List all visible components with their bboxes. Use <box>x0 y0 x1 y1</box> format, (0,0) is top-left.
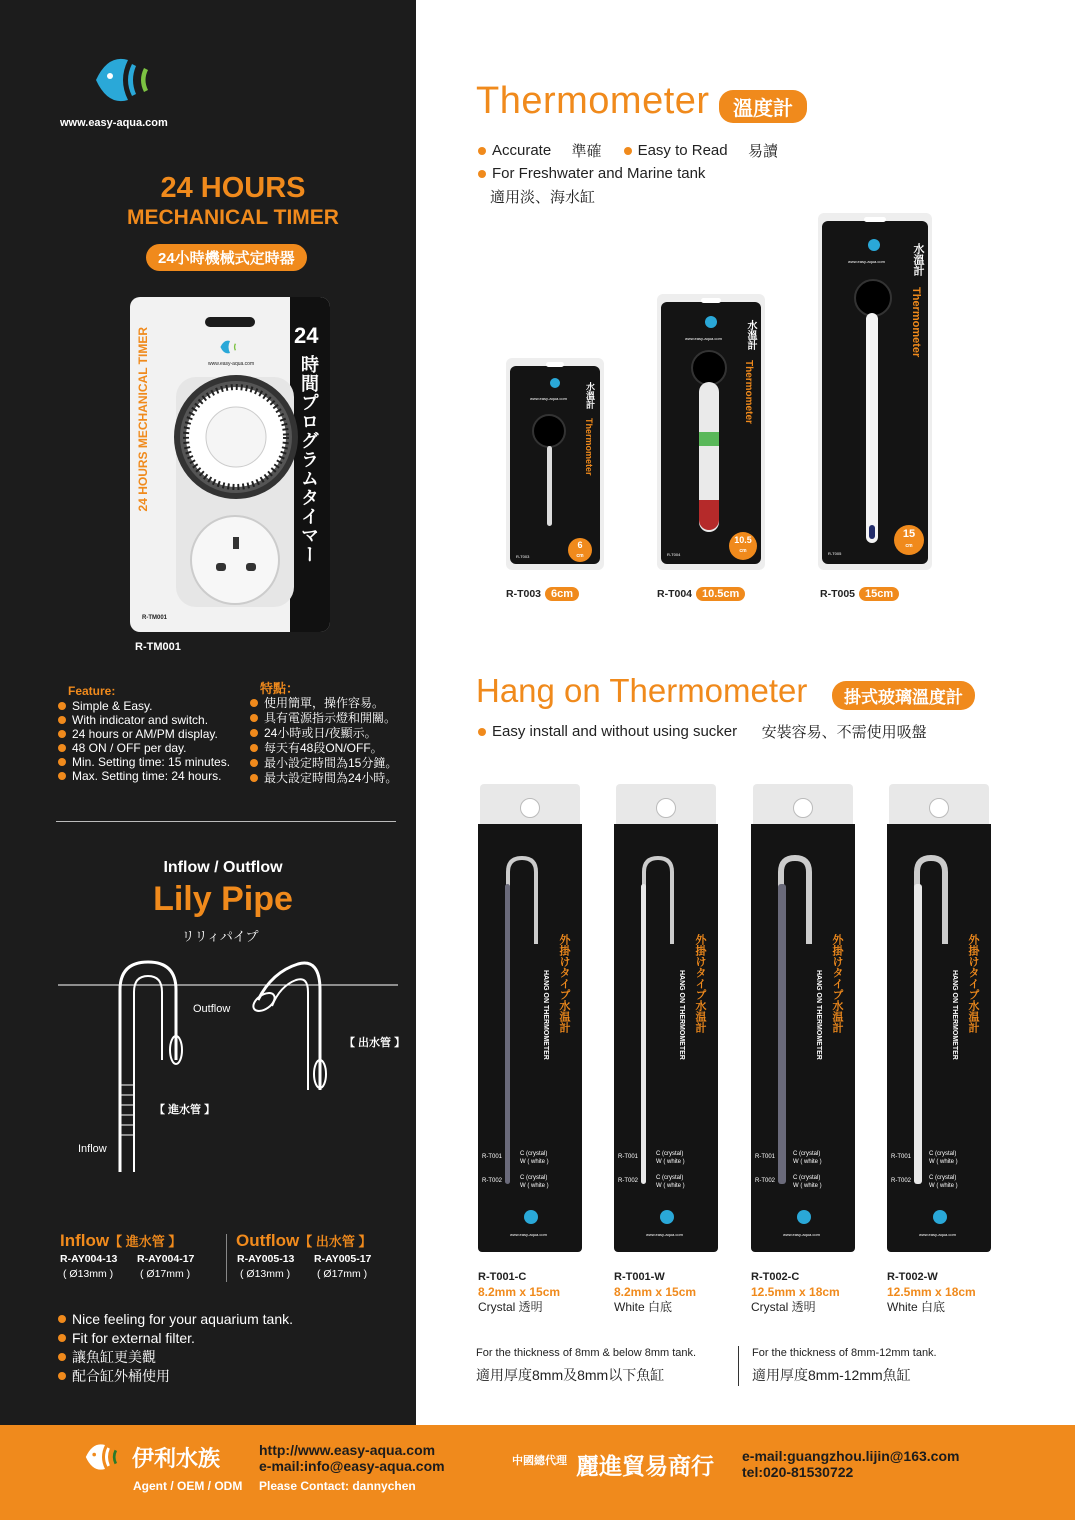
inflow-label: Inflow <box>78 1143 107 1155</box>
inflow-model-2: R-AY004-17 <box>137 1253 195 1265</box>
lily-title: Lily Pipe <box>153 880 293 918</box>
hang-title-cn: 掛式玻璃溫度計 <box>832 681 975 710</box>
inflow-cn-label: 【 進水管 】 <box>154 1104 216 1116</box>
package-url: www.easy-aqua.com <box>208 361 255 367</box>
note1-cn: 適用厚度8mm及8mm以下魚缸 <box>476 1367 665 1383</box>
hang-color: Crystal 透明 <box>751 1300 816 1314</box>
card-vertical-en: HANG ON THERMOMETER <box>678 970 685 1060</box>
card-vertical-en: HANG ON THERMOMETER <box>542 970 549 1060</box>
hang-size: 12.5mm x 18cm <box>887 1285 976 1299</box>
website-text: www.easy-aqua.com <box>60 117 168 129</box>
hang-model: R-T002-W <box>887 1271 938 1283</box>
footer-contact: Please Contact: dannychen <box>259 1479 416 1493</box>
feature-item: 24 hours or AM/PM display. <box>58 727 230 741</box>
card-options-2: C (crystal) W ( white ) <box>793 1175 822 1189</box>
footer-brand-cn: 伊利水族 <box>132 1446 221 1471</box>
feature-item: Simple & Easy. <box>58 699 230 713</box>
hang-hole <box>929 798 949 818</box>
note-divider <box>738 1346 739 1386</box>
hang-model: R-T002-C <box>751 1271 800 1283</box>
card-row1: R-T001 <box>618 1154 639 1160</box>
hang-hole <box>546 362 564 367</box>
card-options-1: C (crystal) W ( white ) <box>929 1151 958 1165</box>
thermometer-tube <box>914 884 922 1184</box>
label-t004: R-T004 10.5cm <box>657 587 745 601</box>
card-logo-icon <box>868 239 880 251</box>
card-row1: R-T001 <box>755 1154 776 1160</box>
sucker-icon <box>532 414 566 448</box>
card-vertical-jp: 外掛けタイプ水温計 <box>967 934 979 1033</box>
hang-size: 8.2mm x 15cm <box>478 1285 561 1299</box>
feature-item: With indicator and switch. <box>58 713 230 727</box>
lily-bullet: Nice feeling for your aquarium tank. <box>58 1309 293 1328</box>
outflow-size-1: ( Ø13mm ) <box>240 1268 291 1280</box>
thermometer-bullets-row1 <box>478 140 778 161</box>
hang-card <box>751 784 855 1252</box>
card-vertical-en: HANG ON THERMOMETER <box>951 970 958 1060</box>
inflow-size-1: ( Ø13mm ) <box>63 1268 114 1280</box>
card-options-2: C (crystal) W ( white ) <box>929 1175 958 1189</box>
features-cn <box>250 695 397 785</box>
feature-item: Min. Setting time: 15 minutes. <box>58 755 230 769</box>
package-logo-icon <box>218 337 242 357</box>
footer-agent-name: 麗進貿易商行 <box>576 1453 714 1479</box>
sucker-icon <box>854 279 892 317</box>
inflow-model-1: R-AY004-13 <box>60 1253 118 1265</box>
card-vertical-en: Thermometer <box>743 360 754 424</box>
footer-tagline: Agent / OEM / ODM <box>133 1479 243 1493</box>
socket-pin <box>246 563 256 571</box>
bullet-easy-read: Easy to Read 易讀 <box>624 140 778 161</box>
thermometer-title: Thermometer <box>476 80 710 122</box>
package-model-small: R-TM001 <box>142 615 168 621</box>
card-row1: R-T001 <box>482 1154 503 1160</box>
card-options-1: C (crystal) W ( white ) <box>793 1151 822 1165</box>
feature-label-cn: 特點： <box>260 681 300 696</box>
card-url: www.easy-aqua.com <box>530 396 567 401</box>
lily-title-jp: リリィパイプ <box>181 929 259 944</box>
hang-card <box>614 784 718 1252</box>
card-vertical-jp: 外掛けタイプ水温計 <box>694 934 706 1033</box>
outflow-label: Outflow <box>193 1003 231 1015</box>
note2-en: For the thickness of 8mm-12mm tank. <box>752 1347 937 1359</box>
hang-size: 8.2mm x 15cm <box>614 1285 697 1299</box>
card-vertical-jp: 外掛けタイプ水温計 <box>831 934 843 1033</box>
hang-hole <box>205 317 255 327</box>
feature-item: 48 ON / OFF per day. <box>58 741 230 755</box>
footer-logo-icon <box>80 1439 130 1475</box>
bullet-freshwater: For Freshwater and Marine tank <box>478 165 705 182</box>
card-options-1: C (crystal) W ( white ) <box>656 1151 685 1165</box>
lily-pipe-diagram <box>58 950 398 1175</box>
card-logo-icon <box>705 316 717 328</box>
hang-card <box>887 784 991 1252</box>
label-t003: R-T003 6cm <box>506 587 579 601</box>
timer-dial <box>174 375 298 499</box>
lily-bullet: Fit for external filter. <box>58 1328 293 1347</box>
outflow-heading: Outflow【 出水管 】 <box>236 1231 372 1250</box>
footer-agent-email[interactable]: e-mail:guangzhou.lijin@163.com <box>742 1448 960 1464</box>
card-vertical-cn: 水溫計 <box>745 320 756 350</box>
card-vertical-cn: 水溫計 <box>585 382 595 409</box>
lily-subtitle: Inflow / Outflow <box>163 859 283 876</box>
card-options-2: C (crystal) W ( white ) <box>520 1175 549 1189</box>
hang-product-label <box>614 1270 696 1315</box>
card-url: www.easy-aqua.com <box>646 1232 683 1237</box>
card-logo-icon <box>524 1210 538 1224</box>
card-url: www.easy-aqua.com <box>510 1232 547 1237</box>
green-zone <box>699 432 719 446</box>
feature-item-cn: 每天有48段ON/OFF。 <box>250 740 397 755</box>
hang-color: White 白底 <box>614 1300 673 1314</box>
package-en-vertical: 24 HOURS MECHANICAL TIMER <box>136 327 150 512</box>
card-vertical-en: Thermometer <box>910 287 922 358</box>
lily-bullet: 配合缸外桶使用 <box>58 1366 293 1385</box>
hang-product-label <box>478 1270 560 1315</box>
hang-bullet: Easy install and without using sucker 安裝容易、不需使用吸盤 <box>478 721 927 742</box>
divider <box>56 821 396 822</box>
outflow-cn-label: 【 出水管 】 <box>344 1037 406 1049</box>
thermometer-card-t005 <box>818 213 932 570</box>
outflow-size-2: ( Ø17mm ) <box>317 1268 368 1280</box>
label-t005: R-T005 15cm <box>820 587 899 601</box>
card-row2: R-T002 <box>891 1178 912 1184</box>
timer-model: R-TM001 <box>135 641 181 653</box>
card-url: www.easy-aqua.com <box>919 1232 956 1237</box>
card-model: R-T004 <box>667 552 681 557</box>
card-url: www.easy-aqua.com <box>783 1232 820 1237</box>
card-row2: R-T002 <box>618 1178 639 1184</box>
package-number: 24 <box>294 323 319 348</box>
card-row2: R-T002 <box>482 1178 503 1184</box>
timer-package <box>130 297 330 632</box>
thermometer-title-cn-pill <box>719 90 807 123</box>
bullet-accurate: Accurate 準確 <box>478 140 602 161</box>
red-bulb <box>699 500 719 530</box>
timer-title-cn-pill <box>146 244 307 271</box>
hang-color: Crystal 透明 <box>478 1300 543 1314</box>
hang-color: White 白底 <box>887 1300 946 1314</box>
thermometer-title-cn: 溫度計 <box>719 90 807 123</box>
card-vertical-en: HANG ON THERMOMETER <box>815 970 822 1060</box>
card-vertical-en: Thermometer <box>584 418 594 476</box>
outflow-model-1: R-AY005-13 <box>237 1253 295 1265</box>
footer-agent-label: 中國總代理 <box>512 1455 567 1467</box>
card-vertical-jp: 外掛けタイプ水温計 <box>558 934 570 1033</box>
card-options-1: C (crystal) W ( white ) <box>520 1151 549 1165</box>
thermometer-tube <box>547 446 552 526</box>
outflow-model-2: R-AY005-17 <box>314 1253 372 1265</box>
feature-item-cn: 24小時或日/夜顯示。 <box>250 725 397 740</box>
hang-title: Hang on Thermometer <box>476 672 808 709</box>
lily-divider <box>226 1234 227 1282</box>
bulb <box>869 525 875 539</box>
hang-product-label <box>887 1270 976 1315</box>
lily-bullets <box>58 1309 293 1385</box>
size-badge: 6 cm <box>568 538 592 562</box>
inflow-size-2: ( Ø17mm ) <box>140 1268 191 1280</box>
package-jp-vertical: 時間プログラムタイマー <box>299 355 319 564</box>
thermometer-card-t004 <box>657 294 765 570</box>
note1-en: For the thickness of 8mm & below 8mm tank. <box>476 1347 697 1359</box>
feature-item-cn: 最大設定時間為24小時。 <box>250 770 397 785</box>
hang-hole <box>520 798 540 818</box>
card-logo-icon <box>550 378 560 388</box>
bullet-freshwater-cn: 適用淡、海水缸 <box>490 189 596 206</box>
hang-hole <box>864 217 886 222</box>
footer-agent-tel: tel:020-81530722 <box>742 1464 854 1480</box>
card-logo-icon <box>933 1210 947 1224</box>
card-model: R-T005 <box>828 551 842 556</box>
socket-pin <box>216 563 226 571</box>
fish-logo-icon <box>88 50 168 110</box>
hang-model: R-T001-W <box>614 1271 665 1283</box>
thermometer-tube <box>699 382 719 532</box>
card-vertical-cn: 水溫計 <box>912 243 924 276</box>
timer-title-cn: 24小時機械式定時器 <box>146 244 307 271</box>
hang-title-cn-pill <box>832 681 975 710</box>
card-options-2: C (crystal) W ( white ) <box>656 1175 685 1189</box>
feature-item: Max. Setting time: 24 hours. <box>58 769 230 783</box>
hang-hole <box>701 298 721 303</box>
feature-item-cn: 最小設定時間為15分鐘。 <box>250 755 397 770</box>
note2-cn: 適用厚度8mm-12mm魚缸 <box>752 1367 911 1383</box>
thermometer-tube <box>866 313 878 543</box>
size-badge: 10.5 cm <box>729 532 757 560</box>
card-logo-icon <box>797 1210 811 1224</box>
lily-bullet: 讓魚缸更美觀 <box>58 1347 293 1366</box>
card-logo-icon <box>660 1210 674 1224</box>
card-row2: R-T002 <box>755 1178 776 1184</box>
footer-email[interactable]: e-mail:info@easy-aqua.com <box>259 1458 445 1474</box>
hang-card <box>478 784 582 1252</box>
hang-product-label <box>751 1270 840 1315</box>
inflow-heading: Inflow【 進水管 】 <box>60 1231 182 1250</box>
socket <box>190 515 280 605</box>
card-url: www.easy-aqua.com <box>848 259 885 264</box>
thermometer-tube <box>641 884 646 1184</box>
sucker-icon <box>691 350 727 386</box>
timer-title-1: 24 HOURS <box>160 172 306 204</box>
thermometer-card-t003 <box>506 358 604 570</box>
feature-item-cn: 使用簡單，操作容易。 <box>250 695 397 710</box>
hang-size: 12.5mm x 18cm <box>751 1285 840 1299</box>
features-en <box>58 699 230 783</box>
thermometer-tube <box>778 884 786 1184</box>
socket-pin <box>233 537 239 549</box>
thermometer-tube <box>505 884 510 1184</box>
card-url: www.easy-aqua.com <box>685 336 722 341</box>
size-badge: 15 cm <box>894 525 924 555</box>
card-row1: R-T001 <box>891 1154 912 1160</box>
hang-hole <box>793 798 813 818</box>
footer-url[interactable]: http://www.easy-aqua.com <box>259 1442 436 1458</box>
feature-item-cn: 具有電源指示燈和開關。 <box>250 710 397 725</box>
timer-title-2: MECHANICAL TIMER <box>127 206 339 229</box>
hang-hole <box>656 798 676 818</box>
card-model: R-T003 <box>516 554 530 559</box>
feature-label: Feature: <box>68 684 116 698</box>
hang-model: R-T001-C <box>478 1271 527 1283</box>
